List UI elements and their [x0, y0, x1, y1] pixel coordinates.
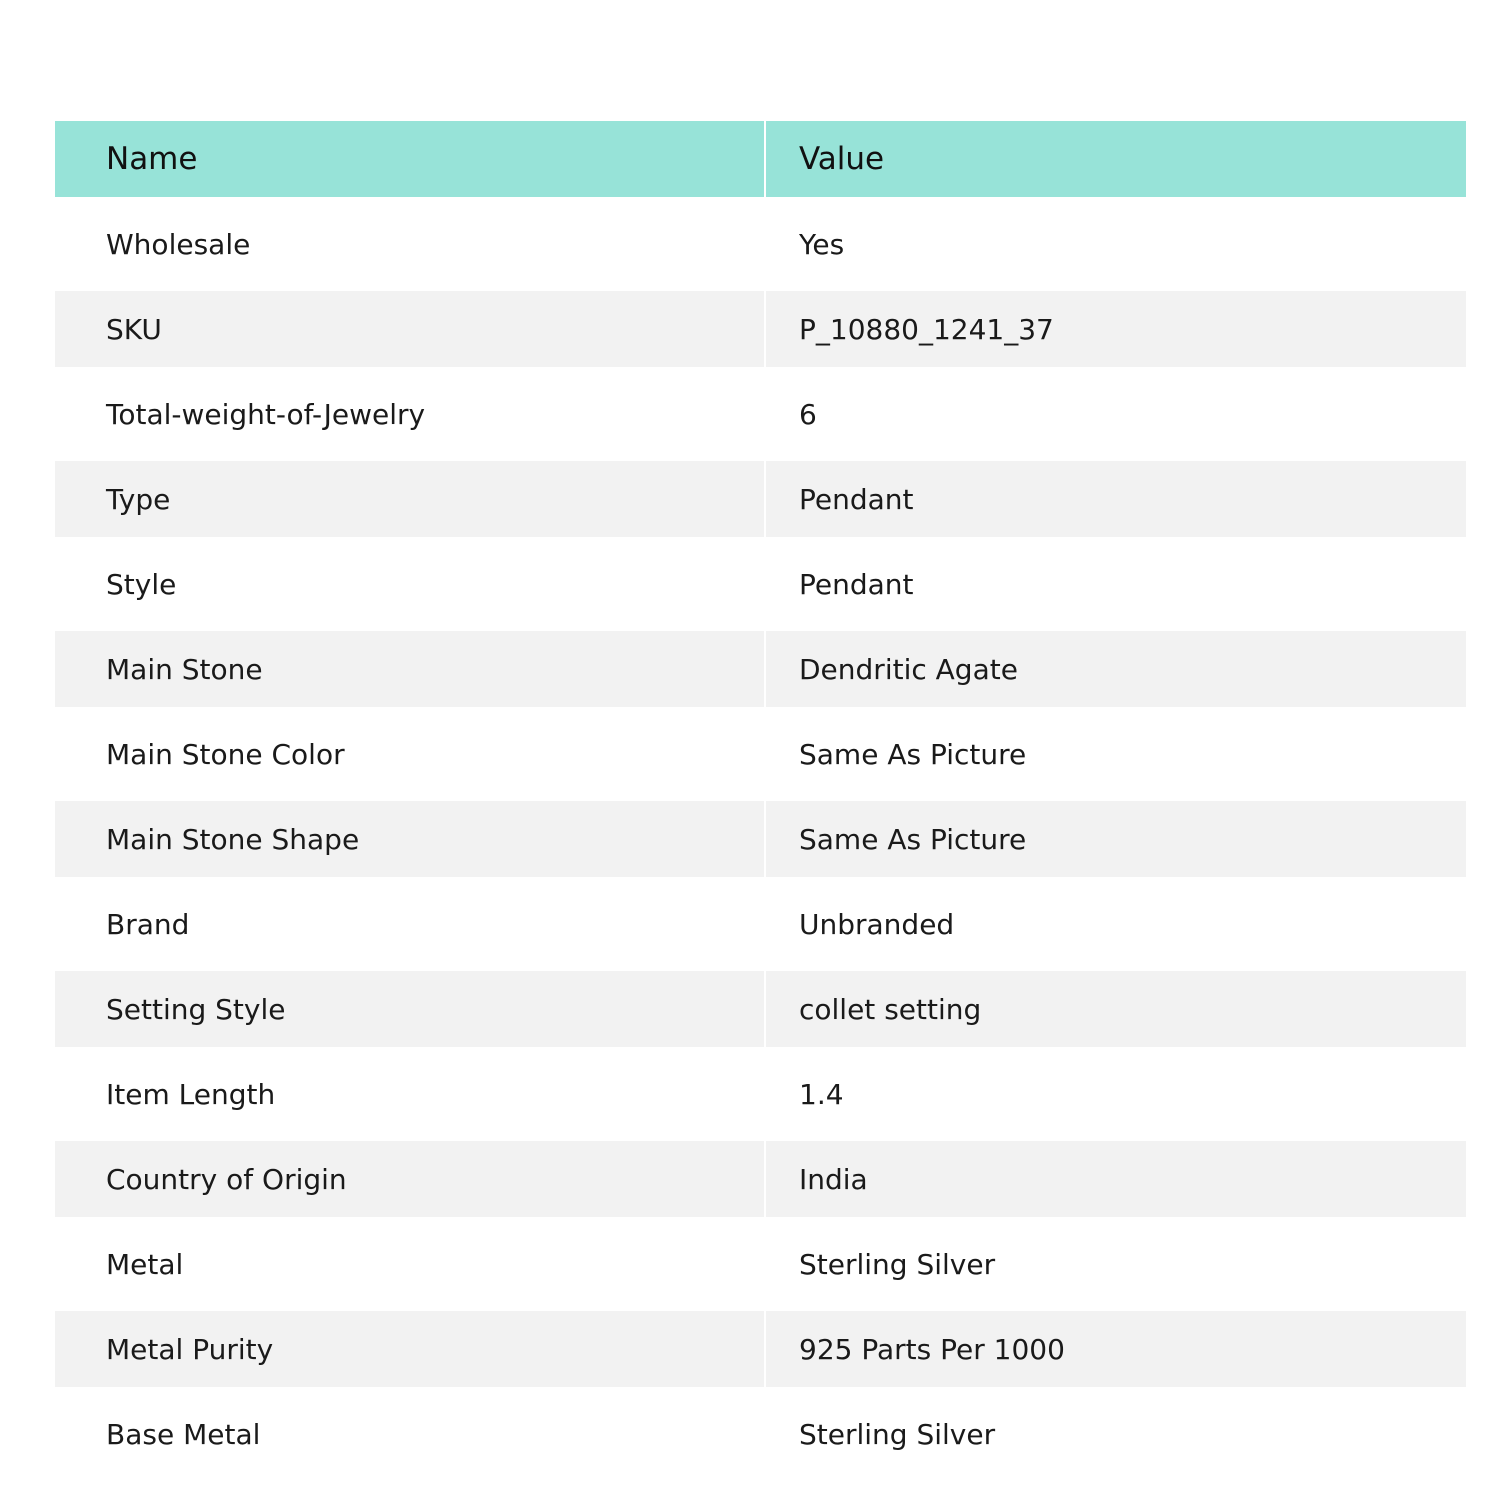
row-name-cell: Style [55, 537, 766, 631]
table-row [55, 877, 1466, 971]
row-value-cell: Yes [766, 197, 1466, 291]
table-body [55, 197, 1466, 1481]
row-value-cell: P_10880_1241_37 [766, 291, 1466, 367]
row-value-cell: Same As Picture [766, 801, 1466, 877]
row-value-cell: collet setting [766, 971, 1466, 1047]
row-name-cell: Main Stone Shape [55, 801, 766, 877]
row-value-cell: Unbranded [766, 877, 1466, 971]
row-name-cell: Main Stone Color [55, 707, 766, 801]
row-value-cell: Pendant [766, 537, 1466, 631]
row-name-cell: Total-weight-of-Jewelry [55, 367, 766, 461]
row-value-cell: 1.4 [766, 1047, 1466, 1141]
row-name-cell: Item Length [55, 1047, 766, 1141]
table-row [55, 461, 1466, 537]
table-row [55, 631, 1466, 707]
table-row [55, 707, 1466, 801]
row-value-cell: 925 Parts Per 1000 [766, 1311, 1466, 1387]
row-value-cell: India [766, 1141, 1466, 1217]
table-row [55, 1387, 1466, 1481]
row-value-cell: Sterling Silver [766, 1217, 1466, 1311]
row-name-cell: Main Stone [55, 631, 766, 707]
table-row [55, 537, 1466, 631]
table-row [55, 1311, 1466, 1387]
column-header-name: Name [55, 121, 766, 197]
table-header [55, 121, 1466, 197]
header-row [55, 121, 1466, 197]
table-row [55, 197, 1466, 291]
row-name-cell: SKU [55, 291, 766, 367]
row-value-cell: 6 [766, 367, 1466, 461]
column-header-value: Value [766, 121, 1466, 197]
row-value-cell: Sterling Silver [766, 1387, 1466, 1481]
row-name-cell: Setting Style [55, 971, 766, 1047]
table-row [55, 971, 1466, 1047]
row-value-cell: Dendritic Agate [766, 631, 1466, 707]
row-name-cell: Type [55, 461, 766, 537]
row-value-cell: Same As Picture [766, 707, 1466, 801]
table-row [55, 367, 1466, 461]
table-row [55, 1141, 1466, 1217]
row-name-cell: Wholesale [55, 197, 766, 291]
row-name-cell: Base Metal [55, 1387, 766, 1481]
table-row [55, 1217, 1466, 1311]
row-value-cell: Pendant [766, 461, 1466, 537]
row-name-cell: Metal Purity [55, 1311, 766, 1387]
row-name-cell: Brand [55, 877, 766, 971]
row-name-cell: Country of Origin [55, 1141, 766, 1217]
table-row [55, 291, 1466, 367]
specifications-table [55, 121, 1466, 1481]
table-row [55, 1047, 1466, 1141]
table-row [55, 801, 1466, 877]
row-name-cell: Metal [55, 1217, 766, 1311]
